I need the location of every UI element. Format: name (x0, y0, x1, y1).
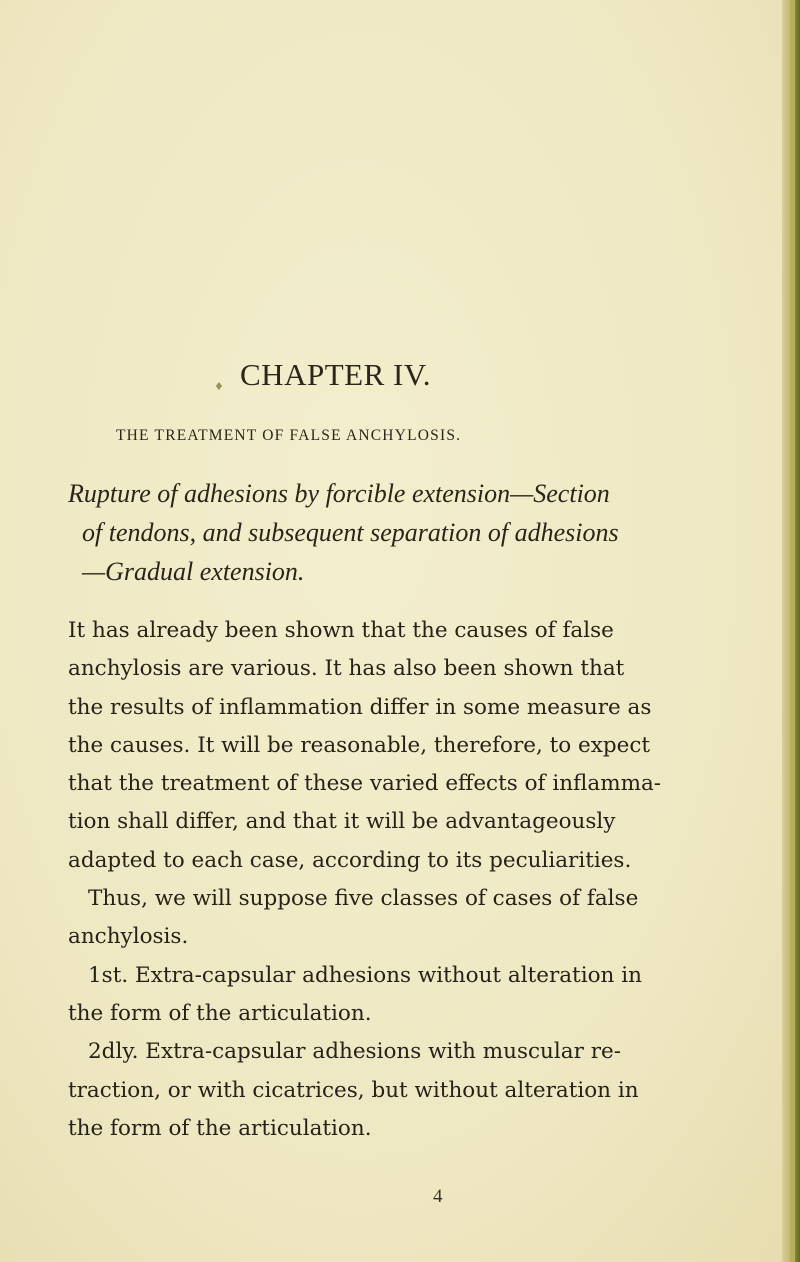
body-line: anchylosis are various. It has also been shown that (68, 656, 625, 682)
chapter-heading: CHAPTER IV. (240, 357, 431, 392)
chapter-subtitle: THE TREATMENT OF FALSE ANCHYLOSIS. (116, 427, 462, 444)
ink-mark: ♦ (214, 380, 224, 393)
page-edge-binding (790, 0, 795, 1262)
body-line: traction, or with cicatrices, but without alteration in (68, 1077, 639, 1103)
body-line: the results of inflammation differ in some measure as (68, 694, 652, 720)
body-line: the form of the articulation. (68, 1000, 372, 1026)
body-line: the form of the articulation. (68, 1115, 372, 1141)
body-line: anchylosis. (68, 924, 189, 950)
body-line: adapted to each case, according to its peculiarities. (68, 847, 632, 873)
body-line: 1st. Extra-capsular adhesions without alteration in (88, 962, 642, 988)
body-line: 2dly. Extra-capsular adhesions with muscular re- (88, 1039, 621, 1065)
abstract-line: of tendons, and subsequent separation of adhesions (82, 518, 619, 547)
abstract-line: —Gradual extension. (82, 557, 305, 586)
abstract-line: Rupture of adhesions by forcible extension—Section (68, 479, 610, 508)
chapter-abstract (68, 474, 758, 591)
page-number: 4 (433, 1186, 443, 1207)
body-line: the causes. It will be reasonable, therefore, to expect (68, 732, 651, 758)
body-line: Thus, we will suppose five classes of cases of false (88, 886, 639, 912)
body-line: tion shall differ, and that it will be advantageously (68, 809, 616, 835)
body-line: It has already been shown that the causes of false (68, 618, 614, 643)
body-line: that the treatment of these varied effects of inflamma- (68, 771, 662, 797)
body-text (68, 612, 748, 1148)
